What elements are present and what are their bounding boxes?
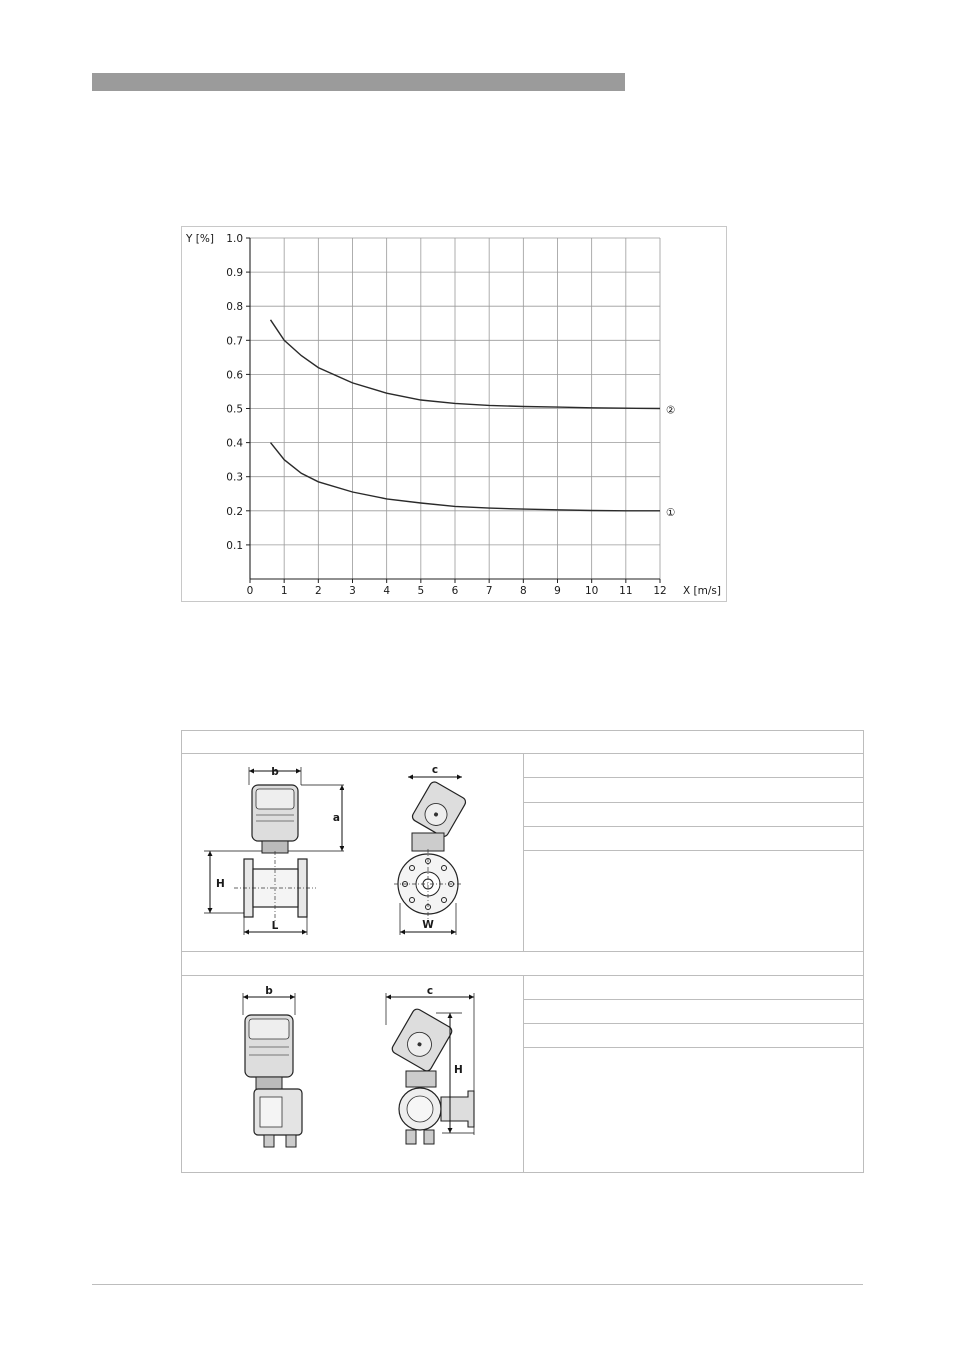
dim-b-label: b bbox=[271, 766, 279, 778]
table-column-divider bbox=[523, 753, 524, 951]
series-line-1 bbox=[271, 320, 661, 409]
table-divider bbox=[523, 826, 863, 827]
table-divider bbox=[523, 777, 863, 778]
x-tick-label: 2 bbox=[314, 585, 322, 597]
y-tick-label: 0.1 bbox=[226, 539, 243, 552]
y-tick-label: 0.2 bbox=[226, 505, 243, 518]
dim-c-label: c bbox=[431, 764, 439, 776]
footer-rule bbox=[92, 1284, 863, 1285]
x-tick-label: 9 bbox=[554, 585, 561, 597]
chart-axes bbox=[246, 238, 660, 583]
y-tick-label: 0.6 bbox=[226, 369, 243, 382]
y-tick-label: 0.5 bbox=[226, 403, 243, 416]
x-tick-label: 5 bbox=[417, 585, 425, 597]
y-axis-label: Y [%] bbox=[186, 233, 214, 245]
table-divider bbox=[523, 1023, 863, 1024]
x-tick-label: 6 bbox=[451, 585, 459, 597]
y-tick-label: 0.3 bbox=[226, 471, 243, 484]
x-tick-label: 11 bbox=[619, 585, 633, 597]
accuracy-chart bbox=[181, 226, 727, 602]
table-column-divider bbox=[523, 975, 524, 1173]
x-tick-label: 0 bbox=[246, 585, 254, 597]
y-tick-label: 0.8 bbox=[226, 301, 243, 314]
compact-side-drawing bbox=[394, 763, 484, 948]
dim-W-label: W bbox=[422, 919, 434, 931]
dim-c-label-remote: c bbox=[426, 985, 434, 997]
x-tick-label: 4 bbox=[383, 585, 391, 597]
section-header-bar bbox=[92, 73, 625, 91]
x-axis-label: X [m/s] bbox=[683, 585, 721, 597]
dim-H-label-remote: H bbox=[454, 1064, 463, 1076]
series-marker-label: ② bbox=[666, 404, 676, 417]
x-tick-label: 10 bbox=[584, 585, 599, 597]
remote-side-drawing bbox=[382, 985, 492, 1155]
x-tick-label: 8 bbox=[519, 585, 527, 597]
table-divider bbox=[182, 951, 863, 952]
y-tick-label: 0.7 bbox=[226, 335, 243, 348]
dim-H-label: H bbox=[216, 878, 225, 890]
y-tick-label: 1.0 bbox=[226, 233, 243, 245]
x-tick-label: 3 bbox=[349, 585, 356, 597]
compact-front-drawing bbox=[204, 763, 344, 948]
dimensions-table bbox=[181, 730, 864, 1173]
dim-b-label-remote: b bbox=[265, 985, 273, 997]
table-divider bbox=[523, 999, 863, 1000]
table-divider bbox=[523, 802, 863, 803]
table-divider bbox=[523, 1047, 863, 1048]
chart-labels bbox=[185, 233, 721, 597]
series-marker-label: ① bbox=[666, 506, 676, 519]
chart-series bbox=[271, 320, 661, 511]
dim-a-label: a bbox=[332, 812, 340, 824]
remote-front-drawing bbox=[238, 985, 318, 1155]
x-tick-label: 1 bbox=[280, 585, 288, 597]
table-divider bbox=[523, 850, 863, 851]
accuracy-chart-svg bbox=[182, 227, 728, 603]
y-tick-label: 0.9 bbox=[226, 267, 243, 280]
x-tick-label: 7 bbox=[485, 585, 493, 597]
x-tick-label: 12 bbox=[653, 585, 667, 597]
dim-L-label: L bbox=[271, 920, 279, 932]
y-tick-label: 0.4 bbox=[226, 437, 243, 450]
